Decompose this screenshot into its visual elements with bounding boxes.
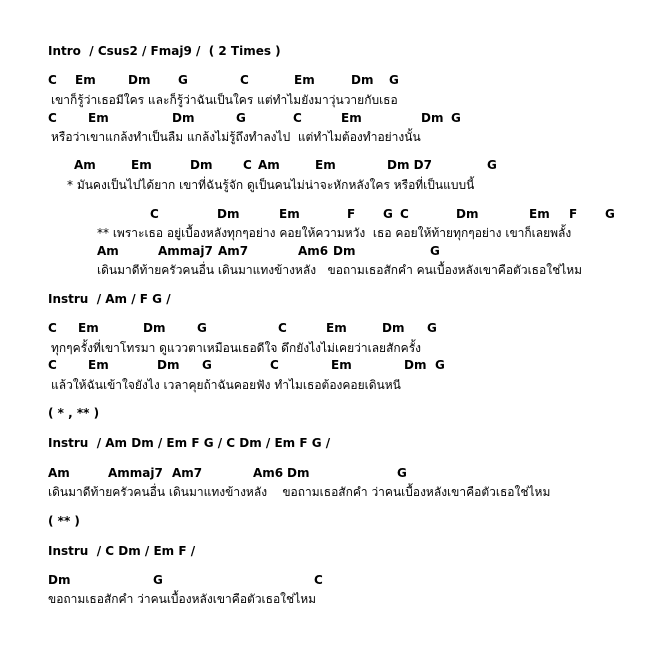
- chord: Am: [97, 244, 119, 258]
- chord: G: [383, 207, 393, 221]
- chord: G: [202, 358, 212, 372]
- instrumental-line: Instru / Am / F G /: [48, 292, 171, 306]
- chord: G: [451, 111, 461, 125]
- chord: G: [430, 244, 440, 258]
- chord: Em: [315, 158, 336, 172]
- chord: C: [48, 111, 57, 125]
- lyric-line: ขอถามเธอสักคำ ว่าคนเบื้องหลังเขาคือตัวเธอใช่ไหม: [48, 592, 317, 606]
- chord: Em: [341, 111, 362, 125]
- lyric-line: แล้วให้ฉันเข้าใจยังไง เวลาคุยถ้าฉันคอยฟัง ทำไมเธอต้องคอยเดินหนี: [51, 378, 401, 392]
- chord: Em: [279, 207, 300, 221]
- chord: Am6: [253, 466, 284, 480]
- chord: Dm: [456, 207, 479, 221]
- chord: Dm: [382, 321, 405, 335]
- chord: C: [293, 111, 302, 125]
- chord: Em: [78, 321, 99, 335]
- chord: Am: [48, 466, 70, 480]
- chord: Dm: [128, 73, 151, 87]
- chord: G: [397, 466, 407, 480]
- chord: C: [278, 321, 287, 335]
- chord: F: [347, 207, 356, 221]
- lyric-line: เดินมาดีท้ายครัวคนอื่น เดินมาแทงข้างหลัง ขอถามเธอสักคำ ว่าคนเบื้องหลังเขาคือตัวเธอใช่ไหม: [48, 485, 551, 499]
- chord: C: [48, 358, 57, 372]
- chord: Am7: [172, 466, 203, 480]
- lyric-line: เดินมาดีท้ายครัวคนอื่น เดินมาแทงข้างหลัง ขอถามเธอสักคำ คนเบื้องหลังเขาคือตัวเธอใช่ไหม: [97, 263, 583, 277]
- chord: C: [243, 158, 252, 172]
- chord: Am: [258, 158, 280, 172]
- chord: Em: [75, 73, 96, 87]
- intro-line: Intro / Csus2 / Fmaj9 / ( 2 Times ): [48, 44, 281, 58]
- chord: C: [150, 207, 159, 221]
- chord: Dm: [287, 466, 310, 480]
- chord: F: [569, 207, 578, 221]
- chord: C: [270, 358, 279, 372]
- chord: Dm: [217, 207, 240, 221]
- chord: C: [48, 73, 57, 87]
- chord: Em: [88, 111, 109, 125]
- chord: Ammaj7: [158, 244, 213, 258]
- instrumental-line: Instru / C Dm / Em F /: [48, 544, 196, 558]
- chord: Dm: [143, 321, 166, 335]
- chord: Ammaj7: [108, 466, 163, 480]
- chord: Em: [131, 158, 152, 172]
- chord: G: [178, 73, 188, 87]
- chord: Am6: [298, 244, 329, 258]
- chord: Dm: [48, 573, 71, 587]
- chord: Dm: [333, 244, 356, 258]
- chord: Dm: [421, 111, 444, 125]
- chord: G: [435, 358, 445, 372]
- repeat-marker: ( ** ): [48, 514, 80, 528]
- chord: G: [487, 158, 497, 172]
- chord: C: [400, 207, 409, 221]
- chord: Am: [74, 158, 96, 172]
- lyric-line: เขาก็รู้ว่าเธอมีใคร และก็รู้ว่าฉันเป็นใคร แต่ทำไมยังมาวุ่นวายกับเธอ: [51, 93, 398, 107]
- instrumental-line: Instru / Am Dm / Em F G / C Dm / Em F G /: [48, 436, 331, 450]
- chord: Dm: [351, 73, 374, 87]
- chord: Dm: [172, 111, 195, 125]
- chord: Dm D7: [387, 158, 432, 172]
- lyric-line: * มันคงเป็นไปได้ยาก เขาที่ฉันรู้จัก ดูเป็นคนไม่น่าจะหักหลังใคร หรือที่เป็นแบบนี้: [67, 178, 475, 192]
- chord: Em: [88, 358, 109, 372]
- chord: G: [197, 321, 207, 335]
- repeat-marker: ( * , ** ): [48, 406, 100, 420]
- lyric-line: หรือว่าเขาแกล้งทำเป็นลืม แกล้งไม่รู้ถึงทำลงไป แต่ทำไมต้องทำอย่างนั้น: [51, 130, 421, 144]
- chord: Em: [529, 207, 550, 221]
- chord: G: [389, 73, 399, 87]
- chord: Em: [294, 73, 315, 87]
- chord: G: [605, 207, 615, 221]
- chord: G: [427, 321, 437, 335]
- chord: G: [236, 111, 246, 125]
- chord: C: [48, 321, 57, 335]
- chord: Dm: [190, 158, 213, 172]
- chord: Dm: [157, 358, 180, 372]
- chord: Am7: [218, 244, 249, 258]
- chord: G: [153, 573, 163, 587]
- chord: Em: [331, 358, 352, 372]
- lyric-line: ทุกๆครั้งที่เขาโทรมา ดูแววตาเหมือนเธอดีใจ ดึกยังไงไม่เคยว่าเลยสักครั้ง: [51, 341, 422, 355]
- chord: Em: [326, 321, 347, 335]
- chord: C: [314, 573, 323, 587]
- lyric-line: ** เพราะเธอ อยู่เบื้องหลังทุกๆอย่าง คอยให้ความหวัง เธอ คอยให้ท้ายทุกๆอย่าง เขาก็เลยพลั้ง: [97, 226, 572, 240]
- chord: C: [240, 73, 249, 87]
- chord: Dm: [404, 358, 427, 372]
